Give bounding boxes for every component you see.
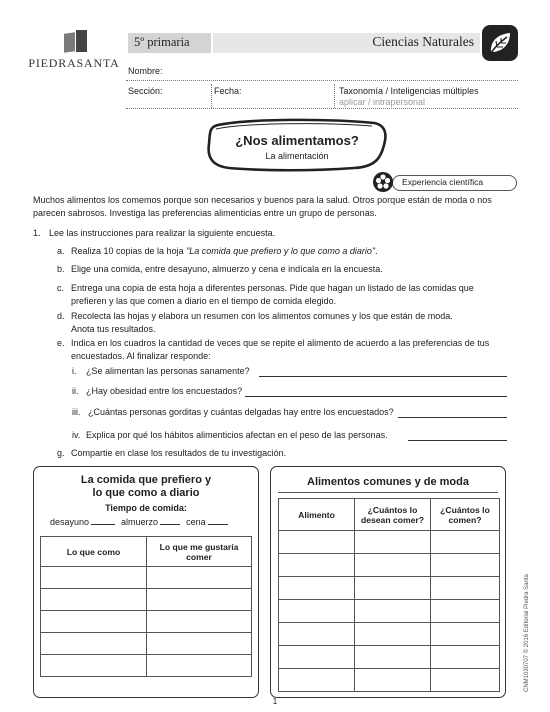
table-cell[interactable] <box>431 669 500 692</box>
question-iv: iv. Explica por qué los hábitos alimenticios afectan en el peso de las personas. <box>72 430 388 440</box>
question-ii: ii. ¿Hay obesidad entre los encuestados? <box>72 386 243 396</box>
intro-paragraph: Muchos alimentos los comemos porque son necesarios y buenos para la salud. Otros porque están de moda o nos parecen sabrosos. Investiga las preferencias alimenticias entre un grupo de personas. <box>33 195 492 218</box>
table-cell[interactable] <box>431 623 500 646</box>
table-cell[interactable] <box>431 600 500 623</box>
section-label: Sección: <box>128 86 163 96</box>
name-label: Nombre: <box>128 66 163 76</box>
meal-time-label: Tiempo de comida: <box>105 503 187 513</box>
question-iii: iii. ¿Cuántas personas gorditas y cuántas delgadas hay entre los encuestados? <box>72 407 394 417</box>
date-label: Fecha: <box>214 86 242 96</box>
grade-label: 5º primaria <box>128 33 211 53</box>
step-d: d. Recolecta las hojas y elabora un resumen con los alimentos comunes y los que están de moda. Anota tus resultados. <box>57 311 453 334</box>
summary-title: Alimentos comunes y de moda <box>307 476 469 488</box>
table-cell[interactable] <box>41 655 147 677</box>
step-g: g. Compartie en clase los resultados de tu investigación. <box>57 448 287 458</box>
step-e: e. Indica en los cuadros la cantidad de veces que se repite el alimento de acuerdo a las preferencias de tus encuestados. Al finalizar responde: <box>57 338 490 361</box>
table-cell[interactable] <box>355 669 431 692</box>
table-cell[interactable] <box>41 611 147 633</box>
table-cell[interactable] <box>279 531 355 554</box>
step-a: a. Realiza 10 copias de la hoja "La comida que prefiero y lo que como a diario". <box>57 246 378 256</box>
table-cell[interactable] <box>355 646 431 669</box>
answer-line-iii[interactable] <box>398 417 507 418</box>
dinner-blank[interactable] <box>208 524 228 525</box>
page-number: 1 <box>272 697 278 706</box>
table-cell[interactable] <box>41 633 147 655</box>
table-cell[interactable] <box>279 600 355 623</box>
table-cell[interactable] <box>355 531 431 554</box>
lunch-blank[interactable] <box>160 524 180 525</box>
table-cell[interactable] <box>279 577 355 600</box>
question-i: i. ¿Se alimentan las personas sanamente? <box>72 366 250 376</box>
col-header-what-i-eat: Lo que como <box>41 537 147 567</box>
leaf-icon <box>482 25 518 61</box>
table-cell[interactable] <box>355 577 431 600</box>
answer-line-ii[interactable] <box>245 396 507 397</box>
table-cell[interactable] <box>279 554 355 577</box>
table-cell[interactable] <box>41 567 147 589</box>
side-code: CNM1030707 © 2016 Editorial Piedra Santa <box>524 574 530 692</box>
page-subtitle: La alimentación <box>265 151 329 161</box>
page-title: ¿Nos alimentamos? <box>235 133 359 148</box>
name-line <box>126 80 518 81</box>
table-cell[interactable] <box>431 577 500 600</box>
table-cell[interactable] <box>355 623 431 646</box>
table-cell[interactable] <box>147 611 252 633</box>
taxonomy-values: aplicar / intrapersonal <box>339 97 426 107</box>
table-cell[interactable] <box>41 589 147 611</box>
section-tag: Experiencia científica <box>392 175 517 191</box>
table-cell[interactable] <box>147 633 252 655</box>
flower-icon <box>372 171 394 193</box>
table-cell[interactable] <box>279 669 355 692</box>
taxonomy-label: Taxonomía / Inteligencias múltiples <box>339 86 479 96</box>
col-header-want-to-eat: ¿Cuántos lo desean comer? <box>355 499 431 531</box>
table-cell[interactable] <box>431 531 500 554</box>
summary-table <box>278 498 500 692</box>
step-b: b. Elige una comida, entre desayuno, almuerzo y cena e indícala en la encuesta. <box>57 264 383 274</box>
table-cell[interactable] <box>279 646 355 669</box>
instruction-1: 1. Lee las instrucciones para realizar la siguiente encuesta. <box>33 228 276 238</box>
table-cell[interactable] <box>147 567 252 589</box>
table-cell[interactable] <box>147 589 252 611</box>
step-c: c. Entrega una copia de esta hoja a diferentes personas. Pide que hagan un listado de las comidas que prefieren y las que comen a diario en el tiempo de comida elegido. <box>57 283 474 306</box>
book-icon <box>64 30 88 52</box>
col-header-what-i-would-like: Lo que me gustaría comer <box>147 537 252 567</box>
col-header-food: Alimento <box>279 499 355 531</box>
table-cell[interactable] <box>431 646 500 669</box>
table-cell[interactable] <box>431 554 500 577</box>
publisher-name: PIEDRASANTA <box>28 56 120 70</box>
col-header-actually-eat: ¿Cuántos lo comen? <box>431 499 500 531</box>
survey-table <box>40 536 252 677</box>
survey-sheet-title: La comida que prefiero y lo que como a diario <box>80 474 212 499</box>
table-cell[interactable] <box>147 655 252 677</box>
meal-time-options: desayuno almuerzo cena <box>50 517 228 527</box>
table-cell[interactable] <box>279 623 355 646</box>
table-cell[interactable] <box>355 554 431 577</box>
answer-line-i[interactable] <box>259 376 507 377</box>
publisher-logo <box>26 30 122 75</box>
subject-label: Ciencias Naturales <box>213 33 480 53</box>
breakfast-blank[interactable] <box>91 524 115 525</box>
answer-line-iv[interactable] <box>408 440 507 441</box>
table-cell[interactable] <box>355 600 431 623</box>
